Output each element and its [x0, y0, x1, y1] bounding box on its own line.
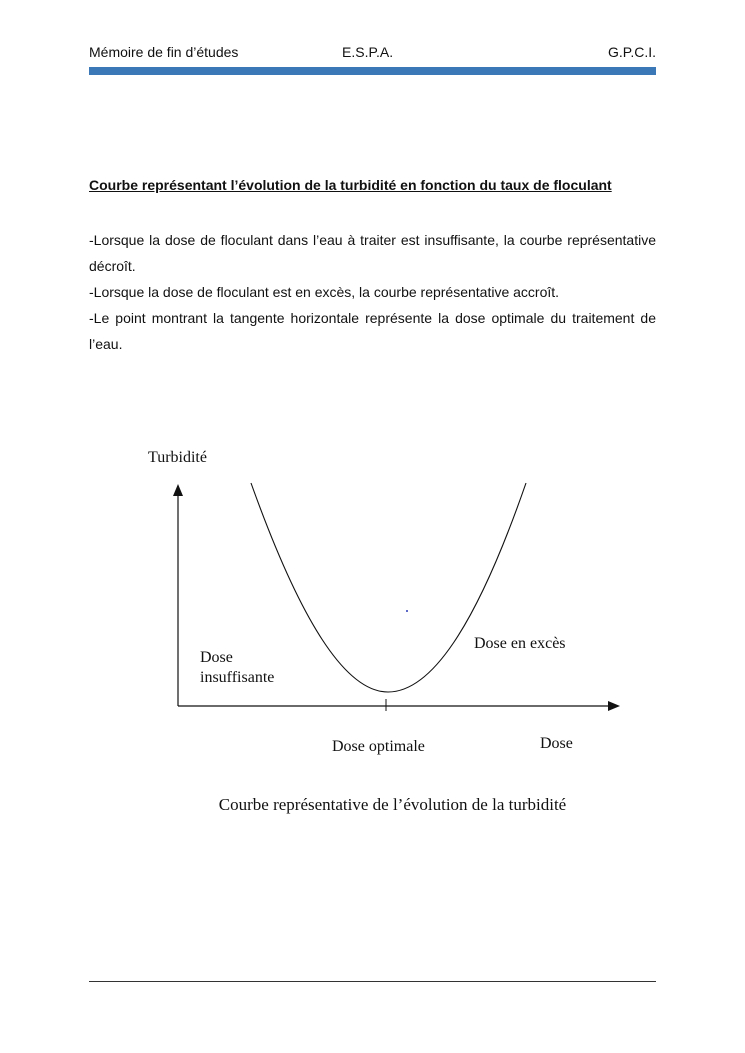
header-right-text: G.P.C.I. [608, 44, 656, 60]
header-bar [89, 67, 656, 75]
left-region-label-line2: insuffisante [200, 669, 275, 686]
stray-dot [406, 610, 408, 612]
section-title: Courbe représentant l’évolution de la turbidité en fonction du taux de floculant [89, 177, 612, 193]
turbidity-curve [251, 483, 526, 692]
left-region-label-line1: Dose [200, 649, 233, 666]
turbidity-figure [130, 440, 630, 770]
right-region-label: Dose en excès [474, 635, 566, 652]
paragraph-optimal: -Le point montrant la tangente horizontale représente la dose optimale du traitement de l’eau. [89, 310, 656, 352]
page-header [89, 44, 656, 62]
header-left-text: Mémoire de fin d’études [89, 44, 239, 60]
x-axis-label: Dose [540, 735, 573, 752]
x-axis-arrow [608, 701, 620, 711]
figure-caption: Courbe représentative de l’évolution de la turbidité [218, 795, 567, 814]
turbidity-diagram [130, 440, 630, 770]
y-axis-label: Turbidité [148, 449, 207, 466]
optimal-dose-label: Dose optimale [332, 738, 425, 755]
body-text [89, 227, 656, 357]
y-axis-arrow [173, 484, 183, 496]
header-center-text: E.S.P.A. [342, 44, 394, 60]
footer-line [89, 981, 656, 982]
paragraph-insufficient: -Lorsque la dose de floculant dans l’eau à traiter est insuffisante, la courbe représentative décroît. [89, 232, 656, 274]
paragraph-excess: -Lorsque la dose de floculant est en excès, la courbe représentative accroît. [89, 284, 560, 300]
